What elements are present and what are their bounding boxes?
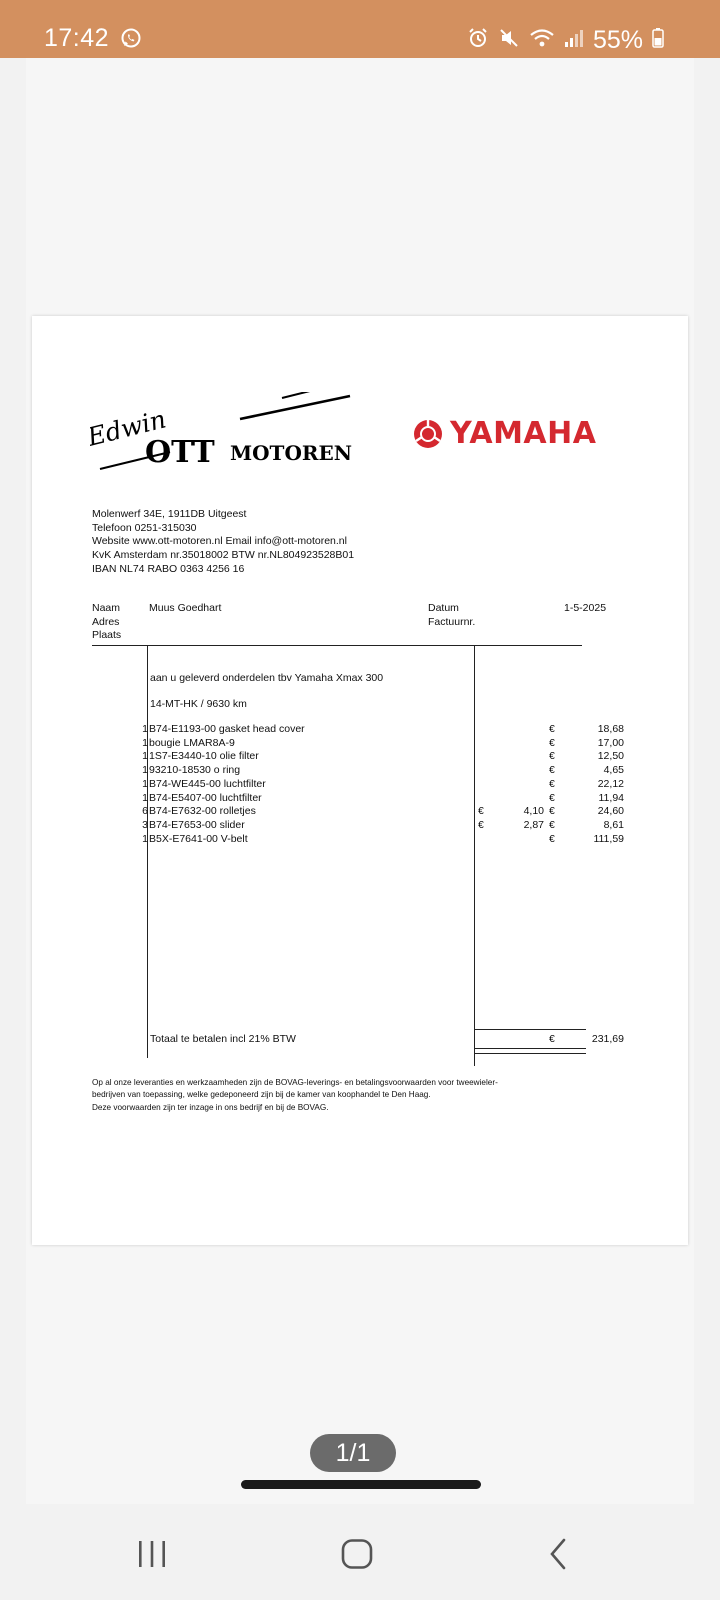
kvk-line: KvK Amsterdam nr.35018002 BTW nr.NL804923528B01 bbox=[92, 549, 355, 562]
item-qty: 1 bbox=[142, 832, 148, 845]
total-line-top bbox=[474, 1029, 586, 1030]
customer-name: Muus Goedhart bbox=[149, 602, 222, 614]
item-qty: 1 bbox=[142, 750, 148, 763]
svg-text:Edwin: Edwin bbox=[90, 404, 169, 452]
yamaha-emblem-icon bbox=[412, 418, 444, 450]
mute-icon bbox=[498, 27, 520, 54]
address-line: Molenwerf 34E, 1911DB Uitgeest bbox=[92, 508, 247, 520]
item-total: 11,94 bbox=[598, 791, 624, 804]
item-total: 22,12 bbox=[597, 777, 624, 790]
customer-labels: Naam Adres Plaats bbox=[92, 602, 122, 642]
total-amount: 231,69 bbox=[591, 1033, 624, 1045]
item-description: B74-WE445-00 luchtfilter bbox=[149, 777, 266, 790]
item-qty: 6 bbox=[142, 805, 148, 818]
item-description: 93210-18530 o ring bbox=[149, 764, 241, 777]
page-indicator: 1/1 bbox=[310, 1434, 396, 1472]
item-total: 17,00 bbox=[597, 736, 624, 749]
header-divider bbox=[92, 645, 582, 646]
item-qty: 1 bbox=[142, 723, 148, 735]
item-qty: 1 bbox=[142, 777, 148, 790]
company-details bbox=[92, 508, 354, 577]
item-description: bougie LMAR8A-9 bbox=[149, 736, 235, 749]
terms-footer: Op al onze leveranties en werkzaamheden zijn de BOVAG-leverings- en betalingsvoorwaarden voor tweewieler- bedrijven van toepassing, welke gedeponeerd zijn bij de kamer van koophandel te Den Haag. Deze voorwaarden zijn ter inzage in ons bedrijf en bij de BOVAG. bbox=[92, 1078, 498, 1112]
total-currency: € bbox=[549, 723, 555, 735]
total-currency: € bbox=[549, 791, 555, 804]
recent-apps-icon bbox=[135, 1538, 169, 1570]
item-total: 24,60 bbox=[597, 805, 624, 818]
total-currency: € bbox=[549, 832, 555, 845]
total-currency: € bbox=[549, 818, 555, 831]
total-currency: € bbox=[549, 805, 555, 818]
total-currency: € bbox=[549, 777, 555, 790]
item-description: B74-E7653-00 slider bbox=[149, 818, 245, 831]
item-description: 1S7-E3440-10 olie filter bbox=[149, 750, 259, 763]
item-total: 4,65 bbox=[603, 764, 624, 777]
invoice-date: 1-5-2025 bbox=[564, 602, 607, 614]
item-qty: 1 bbox=[142, 791, 148, 804]
item-unit-price: 2,87 bbox=[523, 818, 544, 831]
item-description: B74-E5407-00 luchtfilter bbox=[149, 791, 262, 804]
recent-apps-button[interactable] bbox=[130, 1536, 174, 1572]
wifi-icon bbox=[529, 27, 555, 54]
total-currency: € bbox=[549, 764, 555, 777]
vehicle-info: 14-MT-HK / 9630 km bbox=[150, 698, 247, 710]
item-description: B74-E1193-00 gasket head cover bbox=[149, 723, 305, 735]
home-icon bbox=[340, 1538, 374, 1570]
total-currency: € bbox=[549, 1033, 555, 1045]
status-bar bbox=[0, 0, 720, 58]
home-button[interactable] bbox=[336, 1536, 378, 1572]
scroll-handle[interactable] bbox=[241, 1480, 481, 1489]
item-qty: 1 bbox=[142, 764, 148, 777]
battery-icon bbox=[652, 27, 664, 54]
alarm-icon bbox=[467, 27, 489, 54]
table-left-border bbox=[147, 646, 148, 1058]
total-currency: € bbox=[549, 750, 555, 763]
clock: 17:42 bbox=[44, 24, 110, 52]
iban-line: IBAN NL74 RABO 0363 4256 16 bbox=[92, 562, 245, 575]
total-line-2 bbox=[474, 1053, 586, 1054]
unit-currency: € bbox=[478, 805, 484, 818]
total-currency: € bbox=[549, 736, 555, 749]
item-total: 18,68 bbox=[597, 723, 624, 735]
invoice-page[interactable] bbox=[32, 316, 688, 1245]
item-total: 111,59 bbox=[593, 832, 624, 845]
back-icon bbox=[546, 1537, 570, 1571]
intro-text: aan u geleverd onderdelen tbv Yamaha Xmax 300 bbox=[150, 672, 384, 684]
ott-motoren-logo bbox=[90, 392, 380, 492]
battery-percent: 55% bbox=[592, 26, 643, 54]
item-qty: 3 bbox=[142, 818, 148, 831]
phone-line: Telefoon 0251-315030 bbox=[92, 521, 197, 534]
website-line: Website www.ott-motoren.nl Email info@ott-motoren.nl bbox=[92, 535, 347, 548]
back-button[interactable] bbox=[540, 1536, 576, 1572]
item-description: B74-E7632-00 rolletjes bbox=[149, 805, 256, 818]
svg-text:OTT: OTT bbox=[145, 435, 215, 470]
whatsapp-icon bbox=[120, 27, 142, 54]
item-unit-price: 4,10 bbox=[523, 805, 544, 818]
yamaha-logo: YAMAHA bbox=[412, 416, 596, 451]
total-line-1 bbox=[474, 1048, 586, 1049]
table-price-border bbox=[474, 646, 475, 1066]
unit-currency: € bbox=[478, 818, 484, 831]
signal-icon bbox=[564, 27, 584, 54]
svg-text:MOTOREN: MOTOREN bbox=[230, 441, 353, 465]
invoice-labels: Datum Factuurnr. bbox=[428, 602, 476, 628]
total-label: Totaal te betalen incl 21% BTW bbox=[150, 1033, 296, 1045]
item-total: 8,61 bbox=[603, 818, 624, 831]
item-description: B5X-E7641-00 V-belt bbox=[149, 832, 248, 845]
item-total: 12,50 bbox=[597, 750, 624, 763]
item-qty: 1 bbox=[142, 736, 148, 749]
